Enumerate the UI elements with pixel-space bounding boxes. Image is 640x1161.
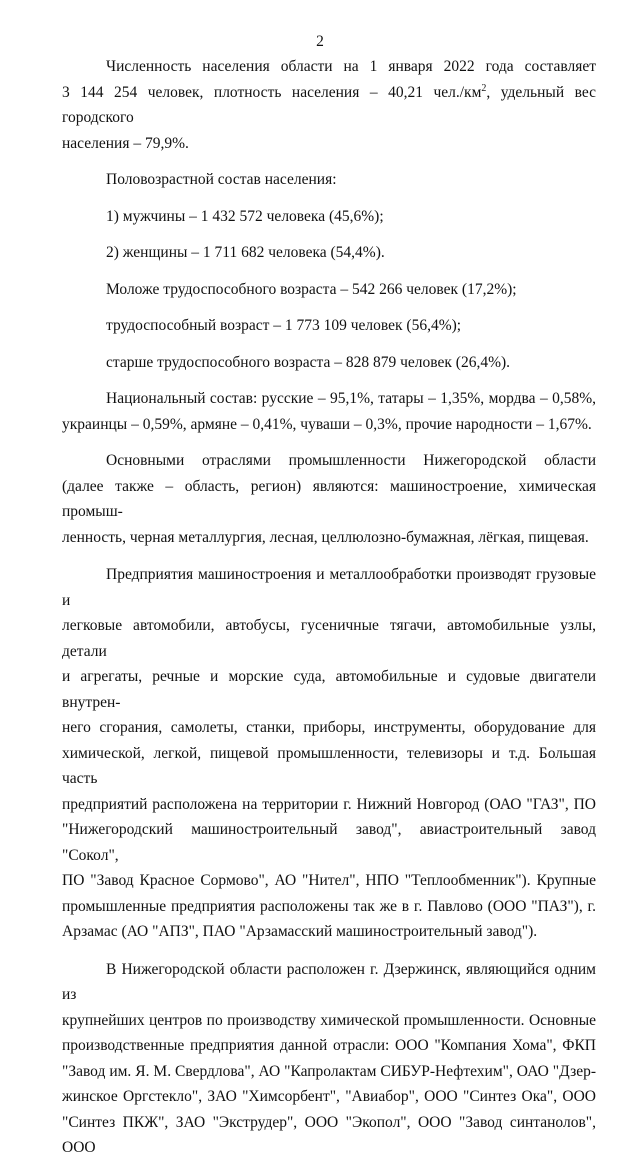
paragraph-population	[62, 54, 596, 156]
text-line	[62, 80, 596, 131]
paragraph-industries	[62, 448, 596, 550]
text-line: Арзамас (АО "АПЗ", ПАО "Арзамасский машиностроительный завод").	[62, 923, 538, 940]
page-number: 2	[316, 33, 324, 50]
text-line: Национальный состав: русские – 95,1%, татары – 1,35%, мордва – 0,58%,	[106, 390, 596, 407]
text-line: Численность населения области на 1 января 2022 года составляет	[106, 58, 596, 75]
text-line: Основными отраслями промышленности Нижегородской области	[106, 452, 596, 469]
text-line: "Завод им. Я. М. Свердлова", АО "Капролактам СИБУР-Нефтехим", ОАО "Дзер-	[62, 1062, 596, 1080]
text-line: крупнейших центров по производству химической промышленности. Основные	[62, 1011, 596, 1029]
text-line: и агрегаты, речные и морские суда, автомобильные и судовые двигатели внутрен-	[62, 668, 596, 711]
text-line: промышленные предприятия расположены так же в г. Павлово (ООО "ПАЗ"), г.	[62, 897, 596, 915]
text-line: производственные предприятия данной отрасли: ООО "Компания Хома", ФКП	[62, 1037, 596, 1054]
text-line: ПО "Завод Красное Сормово", АО "Нител", НПО "Теплообменник"). Крупные	[62, 872, 596, 889]
text-line: Предприятия машиностроения и металлообработки производят грузовые и	[62, 566, 596, 609]
list-item-women: 2) женщины – 1 711 682 человека (54,4%).	[106, 244, 385, 261]
text-line: украинцы – 0,59%, армяне – 0,41%, чуваши – 0,3%, прочие народности – 1,67%.	[62, 415, 592, 433]
text-line: химической, легкой, пищевой промышленности, телевизоры и т.д. Большая часть	[62, 744, 596, 787]
text-line: "Нижегородский машиностроительный завод", авиастроительный завод "Сокол",	[62, 821, 596, 864]
text-segment: , удельный вес городского	[62, 83, 596, 126]
text-line: легковые автомобили, автобусы, гусеничные тягачи, автомобильные узлы, детали	[62, 617, 596, 660]
list-item-above-working-age: старше трудоспособного возраста – 828 879 человек (26,4%).	[106, 353, 511, 371]
list-item-working-age: трудоспособный возраст – 1 773 109 человек (56,4%);	[106, 317, 462, 334]
paragraph-nationality	[62, 386, 596, 437]
paragraph-chemistry	[62, 957, 596, 1161]
text-line: жинское Оргстекло", ЗАО "Химсорбент", "Авиабор", ООО "Синтез Ока", ООО	[62, 1088, 596, 1105]
text-line: (далее также – область, регион) являются: машиностроение, химическая промыш-	[62, 477, 596, 520]
list-item-below-working-age: Моложе трудоспособного возраста – 542 266 человек (17,2%);	[106, 280, 517, 298]
text-line: ленность, черная металлургия, лесная, целлюлозно-бумажная, лёгкая, пищевая.	[62, 528, 589, 546]
paragraph-sex-age-heading: Половозрастной состав населения:	[106, 171, 337, 188]
text-segment: 3 144 254 человек, плотность населения – 40,21 чел./км	[62, 83, 482, 101]
paragraph-machinery	[62, 562, 596, 945]
text-line: В Нижегородской области расположен г. Дзержинск, являющийся одним из	[62, 960, 596, 1003]
text-line: "Синтез ПКЖ", ЗАО "Экструдер", ООО "Экопол", ООО "Завод синтанолов", ООО	[62, 1113, 596, 1156]
document-body	[62, 54, 596, 1161]
superscript: 2	[481, 82, 487, 94]
text-line: него сгорания, самолеты, станки, приборы, инструменты, оборудование для	[62, 719, 596, 736]
text-line: населения – 79,9%.	[62, 134, 189, 152]
text-line: предприятий расположена на территории г. Нижний Новгород (ОАО "ГАЗ", ПО	[62, 795, 596, 813]
list-item-men: 1) мужчины – 1 432 572 человека (45,6%);	[106, 207, 384, 225]
